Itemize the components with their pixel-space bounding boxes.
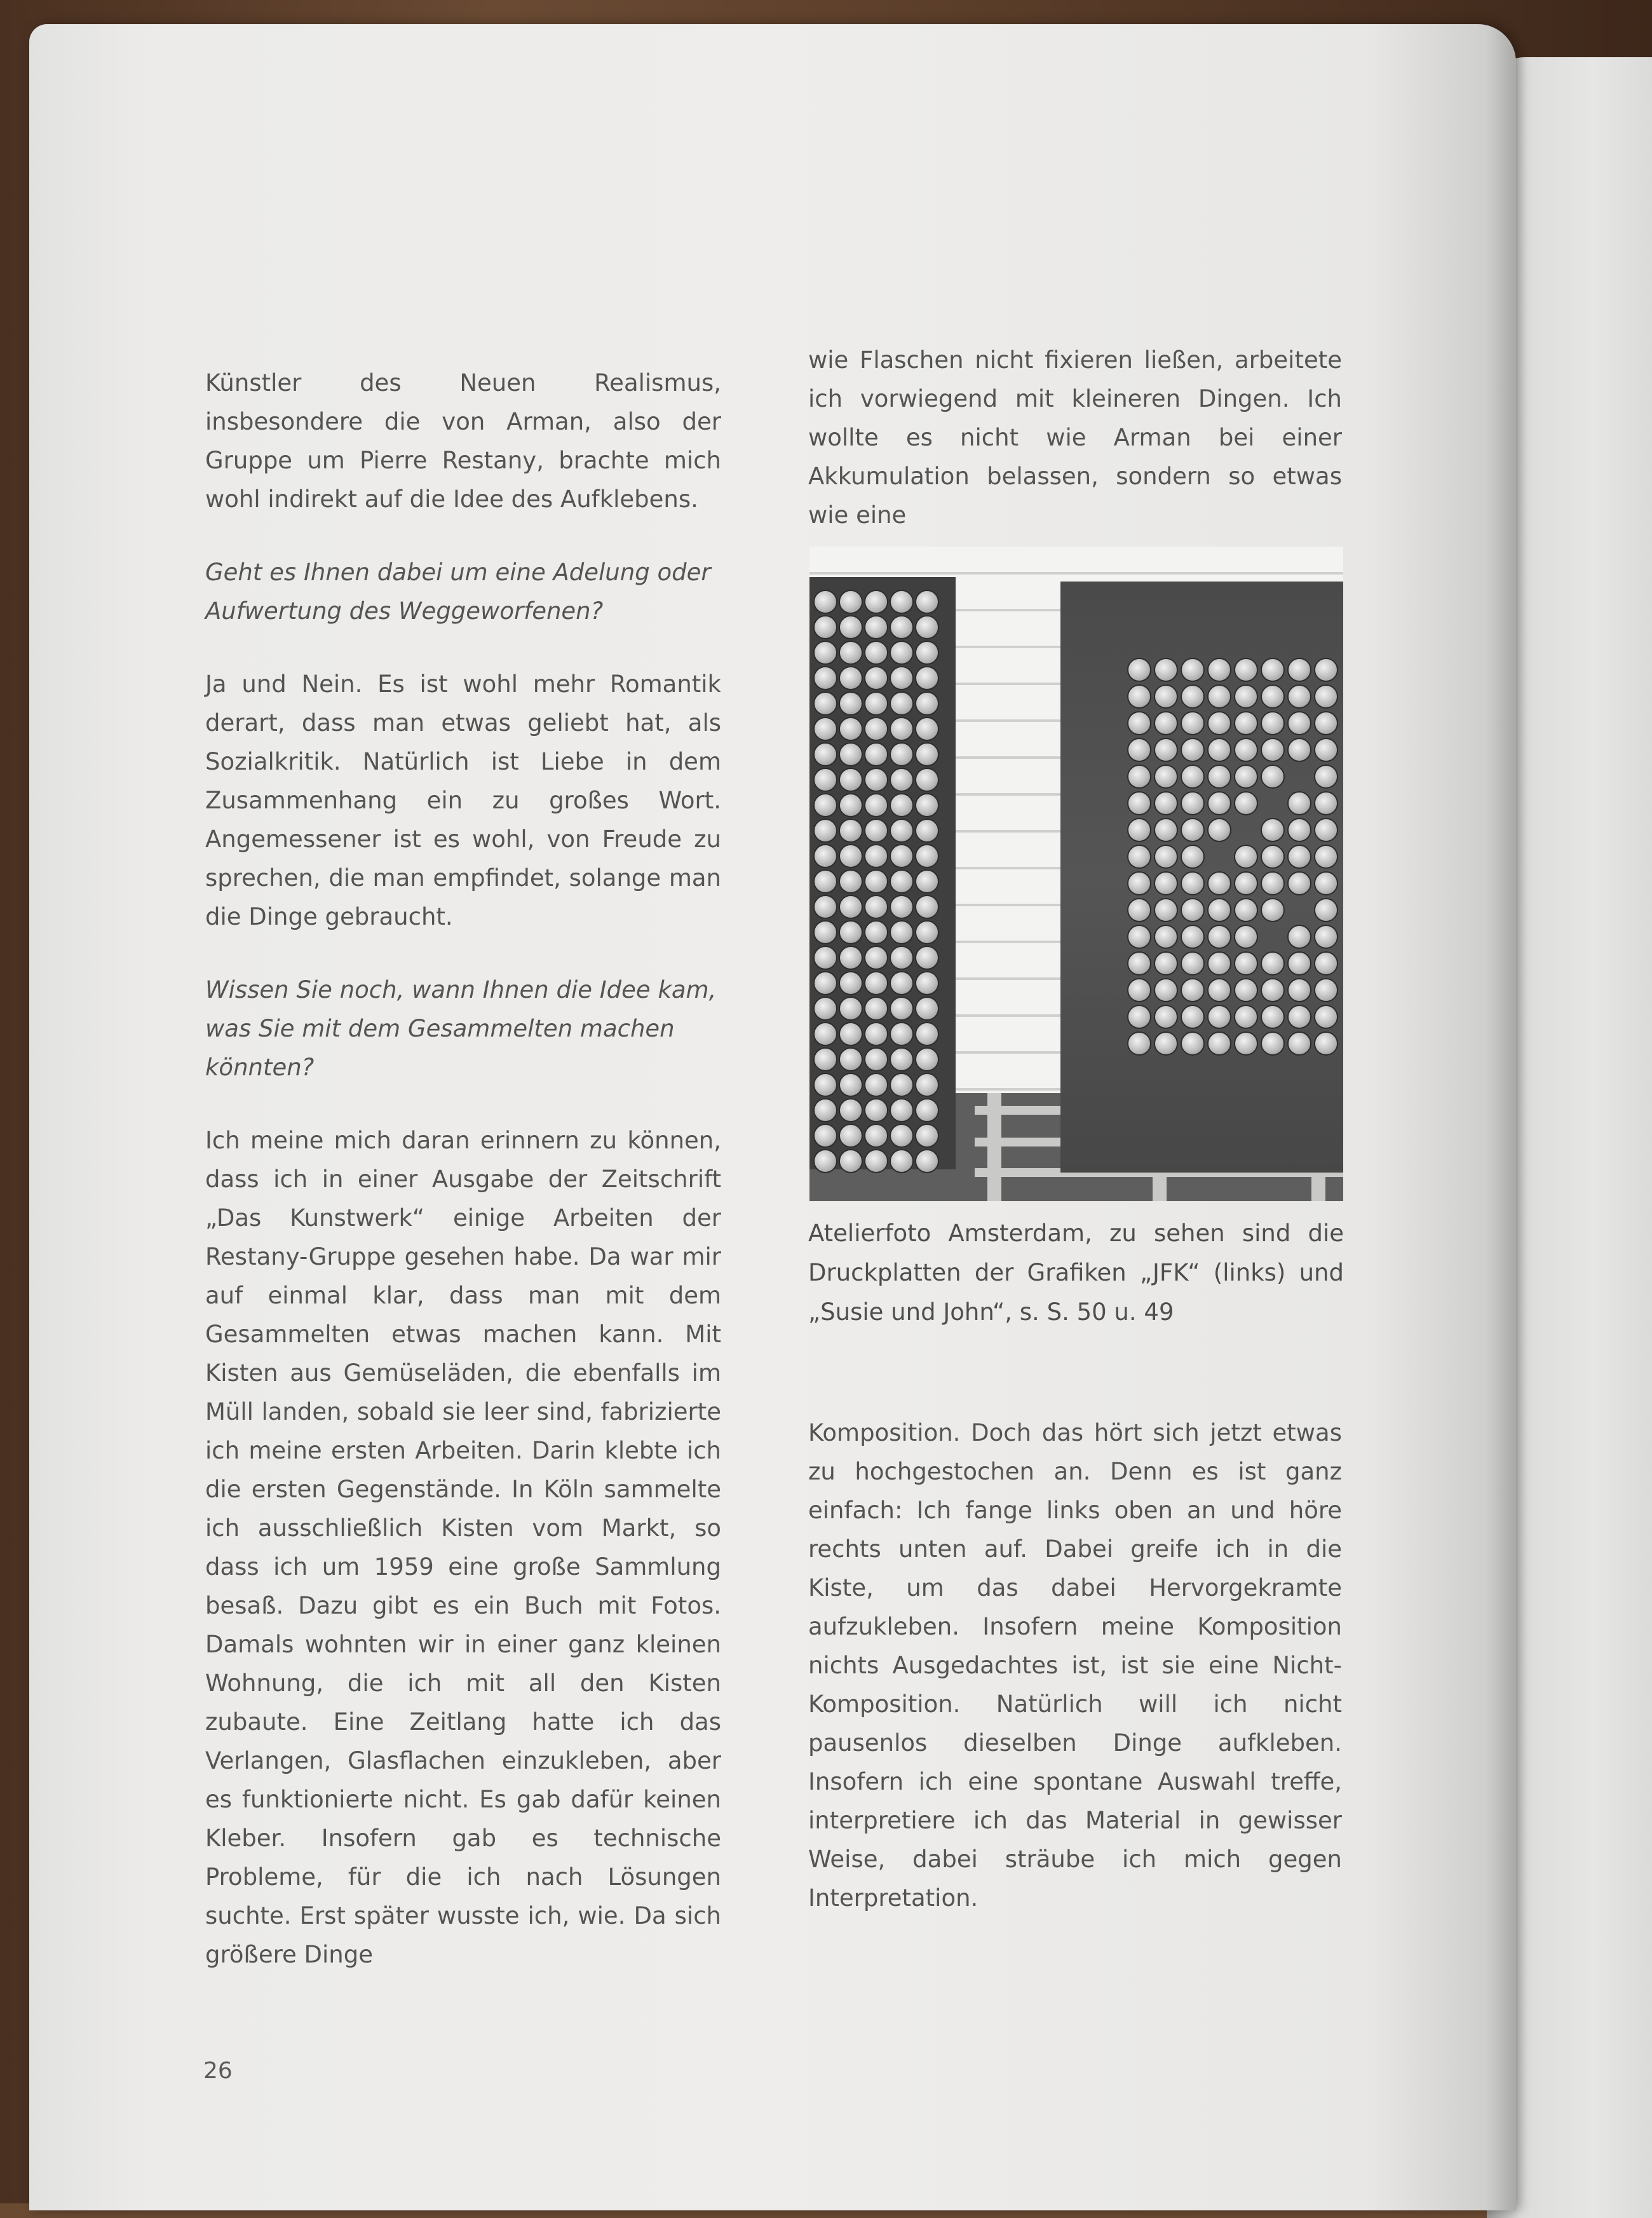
coin <box>1234 738 1258 762</box>
coin <box>915 920 939 944</box>
coin <box>1181 765 1205 789</box>
coin <box>1314 925 1338 949</box>
coin <box>1314 951 1338 976</box>
coin <box>1314 818 1338 842</box>
coin <box>1314 1031 1338 1056</box>
coin <box>864 742 888 766</box>
coin <box>813 717 837 741</box>
coin <box>1287 711 1311 735</box>
coin <box>1181 978 1205 1002</box>
coin <box>839 946 863 970</box>
coin <box>1287 978 1311 1002</box>
coin <box>915 590 939 614</box>
coin <box>864 895 888 919</box>
coin <box>1154 1031 1178 1056</box>
coin <box>1154 765 1178 789</box>
coin <box>1207 818 1231 842</box>
coin <box>1127 684 1151 709</box>
coin <box>1314 738 1338 762</box>
coin <box>839 1098 863 1122</box>
coin <box>1154 711 1178 735</box>
coin <box>1154 951 1178 976</box>
coin <box>864 997 888 1021</box>
coin <box>839 997 863 1021</box>
coin <box>915 869 939 894</box>
coin <box>1207 711 1231 735</box>
coin <box>839 691 863 716</box>
coin <box>915 742 939 766</box>
coin <box>864 920 888 944</box>
coin <box>915 844 939 868</box>
coin <box>864 1047 888 1072</box>
coin <box>890 691 914 716</box>
coin <box>839 895 863 919</box>
coin <box>890 920 914 944</box>
coin <box>915 819 939 843</box>
printing-plate-jfk <box>809 577 956 1169</box>
answer-paragraph: Komposition. Doch das hört sich jetzt etwas zu hochgestochen an. Denn es ist ganz einfach: Ich fange links oben an und höre rechts unten auf. Dabei greife ich in die Kiste, um das dabei Hervorgekramte aufzukleben. Insofern meine Komposition nichts Ausgedachtes ist, ist sie eine Nicht-Komposition. Natürlich will ich nicht pausenlos dieselben Dinge aufkleben. Insofern ich eine spontane Auswahl treffe, interpretiere ich das Material in gewisser Weise, dabei sträube ich mich gegen Interpretation. <box>808 1419 1342 1912</box>
coin <box>1287 684 1311 709</box>
coin <box>864 793 888 817</box>
coin <box>915 1149 939 1173</box>
coin <box>1314 1005 1338 1029</box>
coin <box>1127 1005 1151 1029</box>
answer-paragraph: Ich meine mich daran erinnern zu können, dass ich in einer Ausgabe der Zeitschrift „Das Kunstwerk“ einige Arbeiten der Restany-Gruppe gesehen habe. Da war mir auf einmal klar, dass man mit dem Gesammelten etwas machen kann. Mit Kisten aus Gemüseläden, die ebenfalls im Müll landen, sobald sie leer sind, fabrizierte ich meine ersten Arbeiten. Darin klebte ich die ersten Gegenstände. In Köln sammelte ich ausschließlich Kisten vom Markt, so dass ich um 1959 eine große Sammlung besaß. Dazu gibt es ein Buch mit Fotos. Damals wohnten wir in einer ganz kleinen Wohnung, die ich mit all den Kisten zubaute. Eine Zeitlang hatte ich das Verlangen, Glasflachen einzukleben, aber es funktionierte nicht. Es gab dafür keinen Kleber. Insofern gab es technische Probleme, für die ich nach Lösungen suchte. Erst später wusste ich, wie. Da sich größere Dinge <box>205 1127 721 1968</box>
figure-caption: Atelierfoto Amsterdam, zu sehen sind die Druckplatten der Grafiken „JFK“ (links) und „Susie und John“, s. S. 50 u. 49 <box>808 1220 1344 1326</box>
coin <box>1154 738 1178 762</box>
coin <box>1287 1031 1311 1056</box>
coin <box>839 590 863 614</box>
answer-paragraph: Ja und Nein. Es ist wohl mehr Romantik derart, dass man etwas geliebt hat, als Sozialkritik. Natürlich ist Liebe in dem Zusammenhang ein zu großes Wort. Angemessener ist es wohl, von Freude zu sprechen, die man empfindet, solange man die Dinge gebraucht. <box>205 670 721 930</box>
coin <box>1234 684 1258 709</box>
coin <box>915 895 939 919</box>
coin <box>1261 1031 1285 1056</box>
coin <box>1287 871 1311 895</box>
coin <box>864 971 888 995</box>
coin <box>1234 658 1258 682</box>
coin <box>915 946 939 970</box>
coin <box>839 768 863 792</box>
coin <box>1234 1031 1258 1056</box>
coin <box>864 819 888 843</box>
coin <box>890 717 914 741</box>
coin <box>813 869 837 894</box>
coin <box>1314 765 1338 789</box>
coin <box>864 1073 888 1097</box>
coin <box>864 1098 888 1122</box>
page-number: 26 <box>203 2058 233 2084</box>
coin <box>1127 791 1151 815</box>
coin <box>813 666 837 690</box>
coin <box>1234 978 1258 1002</box>
coin <box>1127 658 1151 682</box>
coin <box>813 768 837 792</box>
coin <box>1261 765 1285 789</box>
coin <box>890 1124 914 1148</box>
coin <box>890 641 914 665</box>
coin <box>890 742 914 766</box>
coin <box>1234 925 1258 949</box>
coin <box>915 1022 939 1046</box>
coin <box>890 869 914 894</box>
coin <box>890 819 914 843</box>
coin <box>915 768 939 792</box>
coin <box>890 1149 914 1173</box>
coin <box>1261 845 1285 869</box>
coin <box>915 1124 939 1148</box>
coin <box>813 1047 837 1072</box>
coin <box>1234 765 1258 789</box>
coin <box>813 997 837 1021</box>
coin <box>1154 791 1178 815</box>
coin <box>915 641 939 665</box>
coin <box>1207 791 1231 815</box>
coin <box>1234 1005 1258 1029</box>
coin <box>864 615 888 639</box>
coin <box>839 1022 863 1046</box>
coin <box>813 615 837 639</box>
left-column <box>205 364 721 1974</box>
coin <box>1207 898 1231 922</box>
coin <box>1127 1031 1151 1056</box>
coin <box>1287 925 1311 949</box>
coin <box>1287 818 1311 842</box>
coin <box>1234 845 1258 869</box>
coin <box>915 971 939 995</box>
coin <box>864 666 888 690</box>
coin <box>890 971 914 995</box>
coin <box>1314 871 1338 895</box>
coin <box>1154 658 1178 682</box>
coin <box>1287 791 1311 815</box>
coin <box>1261 658 1285 682</box>
coin <box>813 819 837 843</box>
coin <box>813 946 837 970</box>
coin <box>1127 711 1151 735</box>
coin <box>1261 711 1285 735</box>
coin <box>813 641 837 665</box>
coin <box>1261 684 1285 709</box>
coin <box>864 717 888 741</box>
coin <box>1127 871 1151 895</box>
coin <box>915 997 939 1021</box>
coin <box>1261 738 1285 762</box>
coin <box>890 946 914 970</box>
coin <box>1207 1031 1231 1056</box>
coin <box>1207 765 1231 789</box>
coin <box>864 768 888 792</box>
coin <box>839 920 863 944</box>
coin <box>839 793 863 817</box>
coin <box>1314 791 1338 815</box>
right-column-top <box>808 341 1342 534</box>
coin <box>1181 711 1205 735</box>
coin <box>1207 658 1231 682</box>
coin <box>1314 684 1338 709</box>
coin <box>890 1098 914 1122</box>
coin <box>915 615 939 639</box>
coin <box>1207 978 1231 1002</box>
coin <box>813 844 837 868</box>
coin <box>1154 978 1178 1002</box>
coin <box>1207 871 1231 895</box>
coin <box>813 920 837 944</box>
coin <box>813 971 837 995</box>
coin <box>1181 871 1205 895</box>
coin <box>864 590 888 614</box>
coin <box>1207 684 1231 709</box>
coin <box>915 793 939 817</box>
coin <box>813 691 837 716</box>
coin <box>915 717 939 741</box>
coin <box>864 844 888 868</box>
coin <box>890 793 914 817</box>
coin <box>839 742 863 766</box>
coin <box>864 641 888 665</box>
coin <box>813 895 837 919</box>
coin <box>813 1098 837 1122</box>
coin <box>1234 951 1258 976</box>
coin <box>839 1073 863 1097</box>
coin <box>1154 1005 1178 1029</box>
coin <box>813 590 837 614</box>
studio-photo <box>809 547 1343 1201</box>
interview-question: Wissen Sie noch, wann Ihnen die Idee kam, was Sie mit dem Gesammelten machen könnten? <box>205 976 717 1081</box>
coin <box>1207 925 1231 949</box>
coin <box>1181 898 1205 922</box>
coin <box>813 1022 837 1046</box>
coin <box>1261 978 1285 1002</box>
printing-plate-susie-und-john <box>1060 582 1343 1173</box>
coin <box>890 1047 914 1072</box>
coin <box>915 691 939 716</box>
coin <box>1207 1005 1231 1029</box>
coin <box>1181 791 1205 815</box>
coin <box>839 844 863 868</box>
coin <box>1261 898 1285 922</box>
coin <box>1127 818 1151 842</box>
coin <box>890 997 914 1021</box>
coin <box>1234 791 1258 815</box>
coin <box>890 615 914 639</box>
coin <box>1181 658 1205 682</box>
coin <box>1234 871 1258 895</box>
coin <box>1127 898 1151 922</box>
coin <box>915 1047 939 1072</box>
coin <box>1181 925 1205 949</box>
coin <box>890 844 914 868</box>
coin <box>1154 871 1178 895</box>
coin <box>864 1124 888 1148</box>
coin <box>864 691 888 716</box>
coin <box>1181 738 1205 762</box>
coin <box>1127 845 1151 869</box>
coin <box>839 666 863 690</box>
coin <box>864 1022 888 1046</box>
coin <box>1127 951 1151 976</box>
coin <box>813 1149 837 1173</box>
coin <box>839 971 863 995</box>
coin <box>813 742 837 766</box>
coin <box>1234 711 1258 735</box>
coin <box>1154 684 1178 709</box>
coin <box>1314 898 1338 922</box>
coin <box>890 666 914 690</box>
coin <box>915 1073 939 1097</box>
coin <box>1287 1005 1311 1029</box>
answer-paragraph: Künstler des Neuen Realismus, insbesondere die von Arman, also der Gruppe um Pierre Restany, brachte mich wohl indirekt auf die Idee des Aufklebens. <box>205 369 721 513</box>
coin <box>1127 765 1151 789</box>
coin <box>1154 818 1178 842</box>
coin <box>839 869 863 894</box>
coin <box>915 666 939 690</box>
coin <box>813 793 837 817</box>
coin <box>1261 1005 1285 1029</box>
coin <box>1181 951 1205 976</box>
coin <box>1181 818 1205 842</box>
coin <box>839 1124 863 1148</box>
coin <box>1287 658 1311 682</box>
coin <box>1181 684 1205 709</box>
coin <box>890 1073 914 1097</box>
coin <box>839 641 863 665</box>
coin <box>1181 1031 1205 1056</box>
coin <box>1181 845 1205 869</box>
coin <box>839 717 863 741</box>
right-column-bottom <box>808 1413 1342 1917</box>
coin <box>1154 898 1178 922</box>
coin <box>1234 898 1258 922</box>
coin <box>813 1124 837 1148</box>
coin <box>864 869 888 894</box>
coin <box>1127 925 1151 949</box>
coin <box>1314 978 1338 1002</box>
coin <box>890 1022 914 1046</box>
coin <box>890 590 914 614</box>
coin <box>890 768 914 792</box>
coin <box>839 1149 863 1173</box>
coin <box>890 895 914 919</box>
coin <box>864 946 888 970</box>
coin <box>1127 978 1151 1002</box>
coin <box>864 1149 888 1173</box>
coin <box>1127 738 1151 762</box>
coin <box>1207 738 1231 762</box>
interview-question: Geht es Ihnen dabei um eine Adelung oder Aufwertung des Weggeworfenen? <box>205 559 711 625</box>
coin <box>1314 711 1338 735</box>
coin <box>1207 951 1231 976</box>
coin <box>1314 845 1338 869</box>
coin <box>915 1098 939 1122</box>
coin <box>839 819 863 843</box>
answer-paragraph: wie Flaschen nicht fixieren ließen, arbeitete ich vorwiegend mit kleineren Dingen. Ich wollte es nicht wie Arman bei einer Akkumulation belassen, sondern so etwas wie eine <box>808 346 1342 529</box>
coin <box>1261 818 1285 842</box>
coin <box>839 615 863 639</box>
coin <box>1287 738 1311 762</box>
coin <box>1287 845 1311 869</box>
coin <box>1154 925 1178 949</box>
coin <box>1181 1005 1205 1029</box>
coin <box>813 1073 837 1097</box>
coin <box>1261 951 1285 976</box>
coin <box>1261 871 1285 895</box>
coin <box>1287 951 1311 976</box>
coin <box>1154 845 1178 869</box>
coin <box>839 1047 863 1072</box>
coin <box>1314 658 1338 682</box>
